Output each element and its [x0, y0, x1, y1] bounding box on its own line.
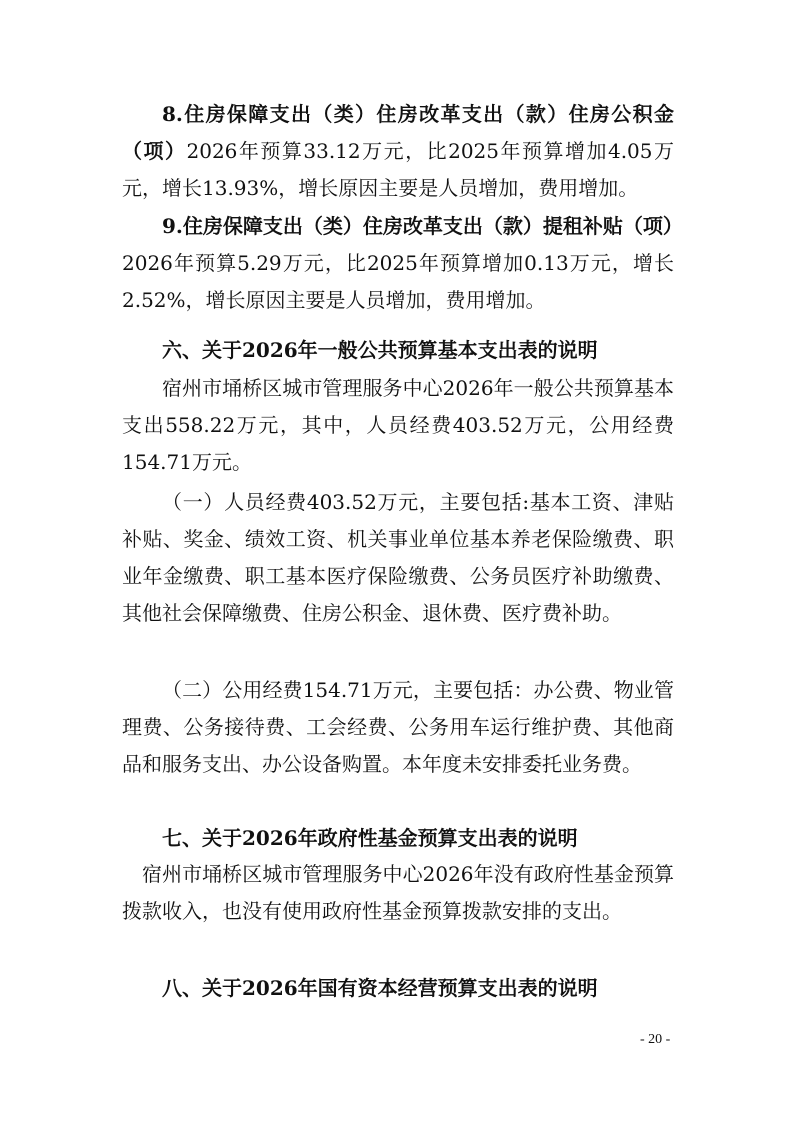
item-8-text: 2026年预算33.12万元，比2025年预算增加4.05万元，增长13.93%，增长原因主要是人员增加，费用增加。 [122, 139, 675, 200]
page-number: - 20 - [640, 1032, 671, 1047]
personnel-expenses-paragraph: （一）人员经费403.52万元，主要包括:基本工资、津贴补贴、奖金、绩效工资、机关事业单位基本养老保险缴费、职业年金缴费、职工基本医疗保险缴费、公务员医疗补助缴费、其他社会保障缴费、住房公积金、退休费、医疗费补助。 [122, 490, 674, 625]
item-9-text: 2026年预算5.29万元，比2025年预算增加0.13万元，增长2.52%，增长原因主要是人员增加，费用增加。 [122, 251, 674, 312]
item-9-title: 9.住房保障支出（类）住房改革支出（款）提租补贴（项） [162, 214, 683, 238]
section-7-heading: 七、关于2026年政府性基金预算支出表的说明 [162, 826, 578, 850]
section-7-body: 宿州市埇桥区城市管理服务中心2026年没有政府性基金预算拨款收入，也没有使用政府性基金预算拨款安排的支出。 [122, 862, 674, 923]
section-6-summary: 宿州市埇桥区城市管理服务中心2026年一般公共预算基本支出558.22万元，其中，人员经费403.52万元，公用经费154.71万元。 [122, 376, 674, 474]
paragraph-housing-fund [122, 96, 674, 207]
item-8-title: 8.住房保障支出（类）住房改革支出（款）住房公积金（项） [122, 102, 674, 163]
section-6-heading: 六、关于2026年一般公共预算基本支出表的说明 [162, 338, 598, 362]
section-8-heading: 八、关于2026年国有资本经营预算支出表的说明 [162, 976, 598, 1000]
public-expenses-paragraph: （二）公用经费154.71万元，主要包括：办公费、物业管理费、公务接待费、工会经费、公务用车运行维护费、其他商品和服务支出、办公设备购置。本年度未安排委托业务费。 [122, 678, 674, 776]
paragraph-rent-subsidy [122, 208, 683, 319]
